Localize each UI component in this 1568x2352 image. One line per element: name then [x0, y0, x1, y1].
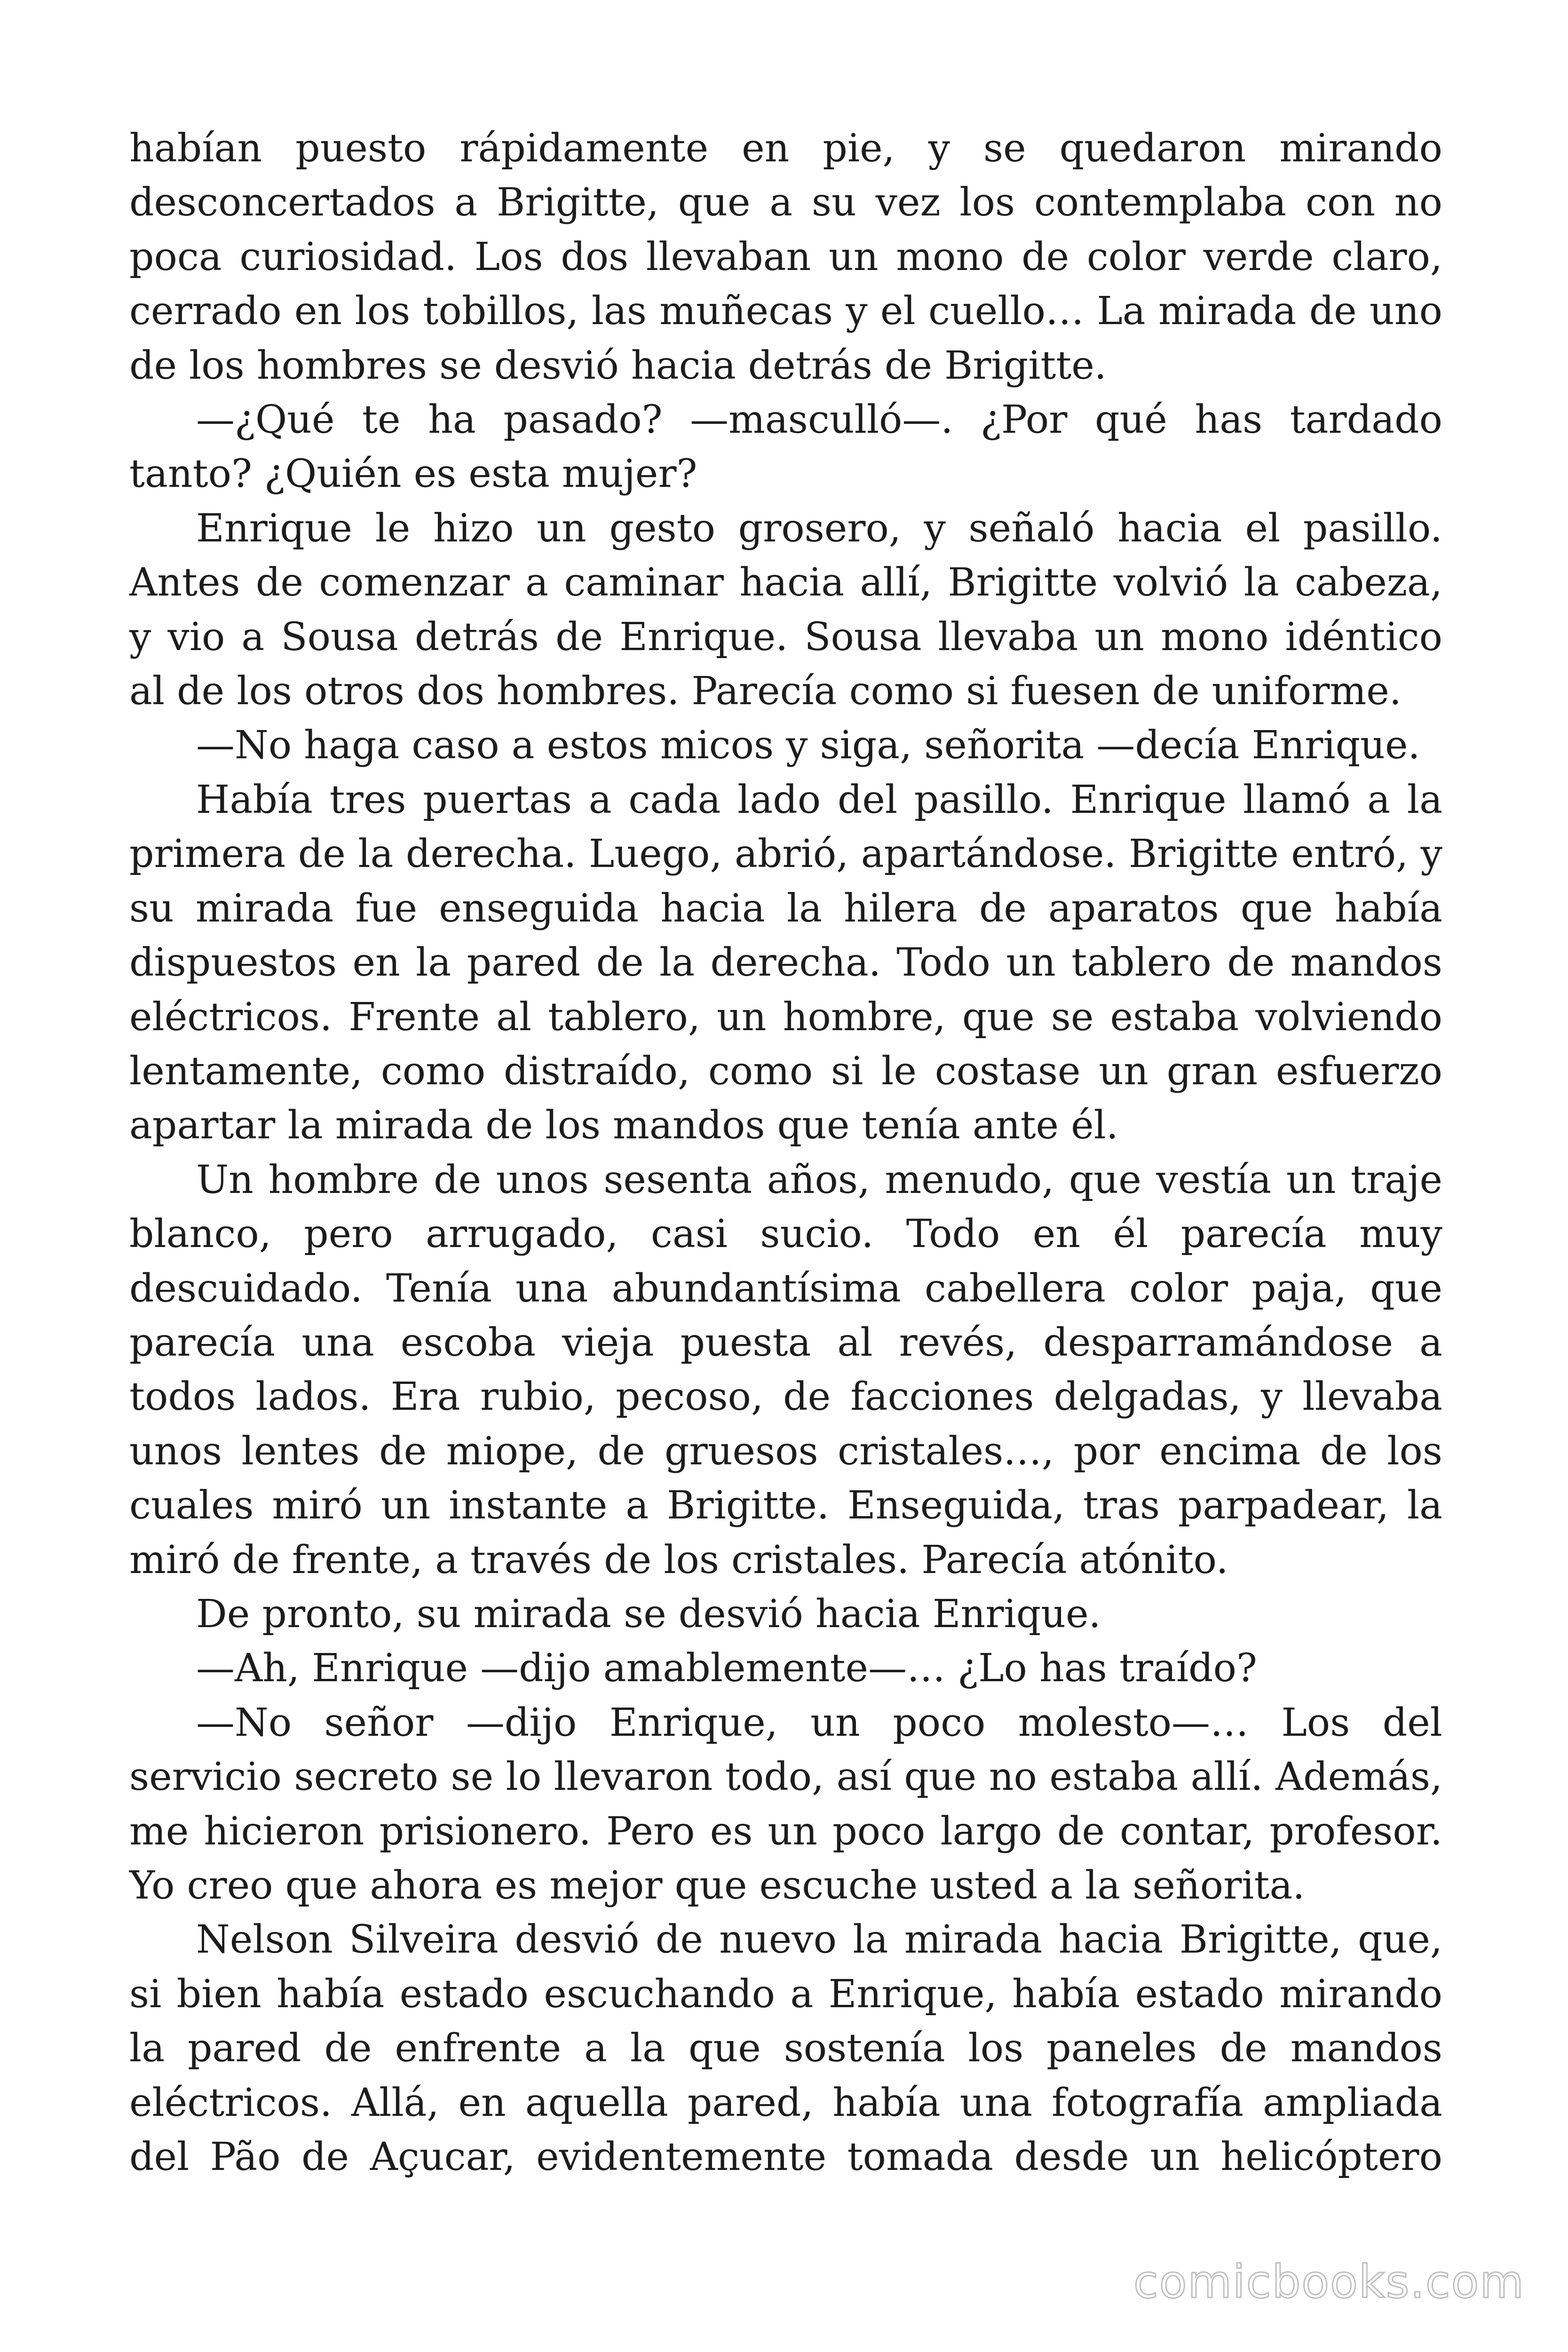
paragraph-continuation: habían puesto rápidamente en pie, y se quedaron mirando desconcertados a Brigitte, que a su vez los contemplaba con no poca curiosidad. Los dos llevaban un mono de color verde claro, cerrado en los tobillos, las muñecas y el cuello… La mirada de uno de los hombres se desvió hacia detrás de Brigitte.: [129, 126, 1442, 388]
narrative-paragraph: Enrique le hizo un gesto grosero, y señaló hacia el pasillo. Antes de comenzar a caminar hacia allí, Brigitte volvió la cabeza, y vio a Sousa detrás de Enrique. Sousa llevaba un mono idéntico al de los otros dos hombres. Parecía como si fuesen de uniforme.: [129, 506, 1442, 714]
watermark-logo: comicbooks.com: [1133, 2256, 1525, 2308]
narrative-paragraph: De pronto, su mirada se desvió hacia Enrique.: [196, 1591, 1101, 1637]
dialogue-paragraph: —No señor —dijo Enrique, un poco molesto—… Los del servicio secreto se lo llevaron todo, así que no estaba allí. Además, me hicieron prisionero. Pero es un poco largo de contar, profesor. Yo creo que ahora es mejor que escuche usted a la señorita.: [129, 1700, 1442, 1908]
dialogue-paragraph: —Ah, Enrique —dijo amablemente—… ¿Lo has traído?: [196, 1646, 1257, 1691]
book-page-text: [129, 121, 1442, 2184]
narrative-paragraph: Había tres puertas a cada lado del pasillo. Enrique llamó a la primera de la derecha. Luego, abrió, apartándose. Brigitte entró, y su mirada fue enseguida hacia la hilera de aparatos que había dispuestos en la pared de la derecha. Todo un tablero de mandos eléctricos. Frente al tablero, un hombre, que se estaba volviendo lentamente, como distraído, como si le costase un gran esfuerzo apartar la mirada de los mandos que tenía ante él.: [129, 777, 1442, 1148]
dialogue-paragraph: —No haga caso a estos micos y siga, señorita —decía Enrique.: [196, 723, 1420, 768]
narrative-paragraph: Nelson Silveira desvió de nuevo la mirada hacia Brigitte, que, si bien había estado escuchando a Enrique, había estado mirando la pared de enfrente a la que sostenía los paneles de mandos eléctricos. Allá, en aquella pared, había una fotografía ampliada del Pão de Açucar, evidentemente tomada desde un helicóptero: [129, 1917, 1442, 2180]
dialogue-paragraph: —¿Qué te ha pasado? —masculló—. ¿Por qué has tardado tanto? ¿Quién es esta mujer?: [129, 397, 1442, 497]
narrative-paragraph: Un hombre de unos sesenta años, menudo, que vestía un traje blanco, pero arrugado, casi sucio. Todo en él parecía muy descuidado. Tenía una abundantísima cabellera color paja, que parecía una escoba vieja puesta al revés, desparramándose a todos lados. Era rubio, pecoso, de facciones delgadas, y llevaba unos lentes de miope, de gruesos cristales…, por encima de los cuales miró un instante a Brigitte. Enseguida, tras parpadear, la miró de frente, a través de los cristales. Parecía atónito.: [129, 1157, 1442, 1582]
